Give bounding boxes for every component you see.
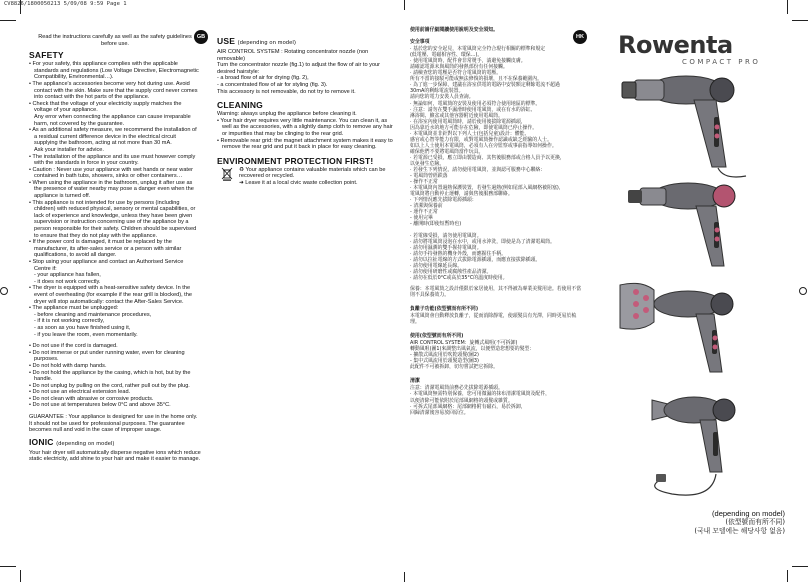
list-item: 請確認電源未與風筒的發熱部份有任何接觸。 — [410, 64, 508, 71]
hair-dryer-figure-2 — [614, 178, 764, 278]
list-item: - 離開時(即使短暫時也) — [410, 221, 462, 228]
chinese-safety-heading: 安全事項 — [410, 39, 430, 46]
list-item: ‧ 若電源已受損，應立即由製造商、其售後服務部或合格人員予以更換， — [410, 154, 565, 161]
list-item: • Do not use if the cord is damaged. — [29, 343, 118, 350]
list-item: 感官或心智等能力有限，或對電風筒操作認識或缺乏經驗的人士。 — [410, 136, 552, 143]
use-list — [217, 49, 394, 95]
list-item: • If the power cord is damaged, it must be replaced by the manufacturer, its after-sales service or a person with similar qualifications, to avoid all danger. — [29, 239, 182, 259]
list-item: - 操作不正常 — [410, 179, 438, 186]
list-item: - your appliance has fallen, — [34, 272, 101, 279]
list-item: • The dryer is equipped with a heat-sensitive safety device. In the event of overheating (for example if the rear grill is blocked), the dryer will stop automatically: contact the After-Sales Service. — [29, 285, 192, 305]
list-item: • Do not unplug by pulling on the cord, rather pull out by the plug. — [29, 382, 190, 389]
list-item: 轉動風咀(圖1)來調整出風氣流，以便塑造您想要的髮型： — [410, 346, 535, 353]
registration-mark — [799, 287, 807, 295]
hair-dryer-figure-1 — [614, 72, 764, 182]
english-column-2 — [217, 36, 394, 187]
crop-mark — [404, 0, 405, 10]
list-item: • As an additional safety measure, we recommend the installation of a residual current difference device in the electrical circuit supplying the bathroom, acting at not more than 30 mA. — [29, 127, 197, 147]
chinese-cleaning-list — [410, 385, 586, 415]
ionic-subtitle: (depending on model) — [56, 440, 115, 447]
caption-english: (depending on model) — [712, 509, 785, 518]
language-badge-hk: HK — [573, 30, 587, 44]
list-item: ‧ 請勿用濕潤的雙手握持電風筒。 — [410, 244, 482, 251]
recycle-icon: ♻ — [239, 166, 246, 173]
list-item: ‧ 請勿將電風筒浸泡在水中，或用水沖洗，即使是為了清潔電風筒。 — [410, 238, 555, 245]
crop-mark — [0, 20, 16, 21]
safety-list — [29, 61, 201, 409]
caption-block — [640, 509, 785, 536]
intro-text: Read the instructions carefully as well as the safety guidelines before use. — [38, 34, 192, 47]
list-item: Warning: always unplug the appliance before cleaning it. — [217, 111, 357, 118]
list-item: • Do not hold with damp hands. — [29, 362, 107, 369]
environment-text-1: Your appliance contains valuable materials which can be recovered or recycled. — [239, 166, 386, 180]
crop-mark — [20, 570, 21, 582]
environment-block — [217, 167, 394, 187]
list-item: 此配件不可被拆卸，切勿嘗試把它拆除。 — [410, 364, 499, 371]
list-item: ‧ 若電線受損，請勿使用電風筒。 — [410, 232, 482, 239]
hair-dryer-figure-3 — [612, 280, 762, 380]
list-item: - a broad flow of air for drying (fig. 2), — [217, 75, 309, 82]
list-item: • Check that the voltage of your electricity supply matches the voltage of your appliance. — [29, 100, 182, 114]
ionic-title: IONIC — [29, 436, 54, 447]
use-subtitle: (depending on model) — [237, 40, 297, 46]
list-item: ‧ 注意：請勿在雙手濕滑時使用電風筒，或在有水的浴缸、 — [410, 106, 536, 113]
list-item: ‧ 請勿手持發熱的機身外殼，而應握住手柄。 — [410, 250, 507, 257]
list-item: • Removable rear grid: the magnet attachment system makes it easy to remove the rear grid and put it back in place for easy cleaning. — [217, 137, 393, 151]
list-item: ‧ 本電風筒並非針對以下列人士(包括兒童)設計：體能、 — [410, 130, 530, 137]
crop-mark — [404, 572, 405, 582]
chinese-column — [410, 27, 586, 416]
cleaning-list — [217, 111, 394, 151]
list-item: 電風筒將自動停止運轉，請與售後服務部聯絡。 — [410, 191, 513, 198]
environment-line-1 — [239, 167, 394, 180]
list-item: • The appliance must be unplugged: — [29, 305, 119, 312]
list-item: Ask your installer for advice. — [34, 146, 104, 153]
crop-mark — [787, 570, 788, 582]
list-item: ‧ 請檢查您的電壓是否符合電風筒的電壓。 — [410, 70, 502, 77]
use-heading — [217, 36, 394, 48]
list-item: AIR CONTROL SYSTEM：旋轉式風咀(不可拆卸) — [410, 340, 518, 347]
list-item: ‧ 若發生下列情況，請勿使用電風筒，並與認可服務中心聯絡： — [410, 167, 546, 174]
list-item: - 清潔與保養前 — [410, 203, 443, 210]
list-item: - if it is not working correctly, — [34, 318, 105, 325]
use-title: USE — [217, 36, 236, 46]
cleaning-heading: CLEANING — [217, 100, 263, 111]
crop-mark — [792, 566, 808, 567]
list-item: • Do not use an electrical extension lead. — [29, 389, 131, 396]
list-item: This accessory is not removable, do not try to remove it. — [217, 88, 356, 95]
brand-logo: Rowenta — [618, 31, 733, 59]
list-item: • Your hair dryer requires very little maintenance. You can clean it, as well as the accessories, with a slightly damp cloth to remove any hair or impurities that may be clinging to the rear grid. — [217, 117, 393, 137]
crop-mark — [0, 566, 16, 567]
ionic-heading — [29, 437, 201, 449]
list-item: 30mA的剩餘電流裝置。 — [410, 88, 464, 95]
print-header: CV8826/1800050213 5/09/08 9:59 Page 1 — [4, 1, 127, 7]
chinese-guarantee: 保養：本電風筒之設計僅限於家居使用，其不得被為專業美髮用途。若使用不當則不具保養效力。 — [410, 285, 582, 298]
list-item: ‧ 基於您的安全起見，本電風筒完全符合現行相關的標準和規定 — [410, 46, 546, 53]
list-item: • Caution : Never use your appliance with wet hands or near water contained in bath tubs, showers, sinks or other containers… — [29, 166, 193, 180]
list-item: 確保他們不要將電風筒當作玩具。 — [410, 148, 484, 155]
list-item: 淋浴間、臉盆或其他容器附近使用電風筒。 — [410, 112, 503, 119]
list-item: (低電壓、電磁相容性、環保…)。 — [410, 52, 483, 59]
list-item: ‧ 使用電風筒時，配件會非常燙手，請避免接觸皮膚。 — [410, 58, 526, 65]
list-item: ‧ 本電風筒內置過熱保護裝置，若發生過熱(例如尾部入風網格被阻塞)， — [410, 185, 564, 192]
list-item: • The appliance's accessories become very hot during use. Avoid contact with the skin. Make sure that the supply cord never comes into contact with the hot parts of the appliance. — [29, 80, 198, 101]
list-item: • Do not hold the appliance by the casing, which is hot, but by the handle. — [29, 369, 191, 383]
list-item: - 擴散式風流用於吹乾頭髮(圖2) — [410, 352, 479, 359]
list-item: 因為靠近水的地方可能存在危險，即使電風筒已停止操作。 — [410, 124, 538, 131]
list-item: - 使用完畢 — [410, 215, 433, 222]
chinese-ionic-text: 本電風筒會自動釋放負離子，從而消除靜電，使頭髮具有光澤，同時更易於梳理。 — [410, 313, 577, 326]
list-item: • The installation of the appliance and its use must however comply with the standards in force in your country. — [29, 153, 196, 167]
crop-mark — [20, 0, 21, 14]
english-column-1 — [29, 34, 201, 463]
list-item: ‧ 無論如何，電風筒的安裝及使用必須符合使用地區的標準。 — [410, 100, 541, 107]
chinese-ionic-heading: 負離子功能(依型號而有所不同) — [410, 305, 479, 312]
caption-chinese: (依型號而有所不同) — [725, 518, 785, 526]
chinese-safety-list — [410, 46, 586, 281]
arrow-icon: ➜ — [239, 179, 246, 186]
list-item: ‧ 本電風筒無需特別保養，您可用微濕的抹布清潔電風筒及配件， — [410, 391, 551, 398]
list-item: - a concentrated flow of air for styling (fig. 3). — [217, 81, 328, 88]
list-item: ‧ 請勿使用電線延長線。 — [410, 262, 463, 269]
list-item: • Do not use at temperatures below 0°C and above 35°C. — [29, 402, 171, 409]
list-item: • This appliance is not intended for use by persons (including children) with reduced physical, sensory or mental capabilities, or lack of experience and knowledge, unless they have been given supervision or instruction concerning use of the appliance by a person responsible for their safety. Children should be supervised to ensure that they do not play with the appliance. — [29, 199, 197, 239]
crop-mark — [792, 20, 808, 21]
list-item: - 運作不正常 — [410, 209, 438, 216]
list-item: AIR CONTROL SYSTEM : Rotating concentrator nozzle (non removable) — [217, 49, 369, 62]
list-item: 以便清除可能依附於尾部風網格的頭髮或雜質。 — [410, 397, 513, 404]
list-item: 回歸清潔後容易放回原位。 — [410, 409, 469, 416]
list-item: 所有不當的接駁可能或無法修復的損壞，且不在保養範圍內。 — [410, 76, 543, 83]
caption-korean: (국내 모델에는 해당사항 없음) — [694, 527, 785, 535]
environment-heading: ENVIRONMENT PROTECTION FIRST! — [217, 155, 374, 166]
crossed-bin-icon — [221, 167, 233, 181]
list-item: Turn the concentrator nozzle (fig.1) to adjust the flow of air to your desired hairstyle: — [217, 62, 381, 75]
model-name: COMPACT PRO — [682, 58, 761, 66]
list-item: ‧ 請勿使用研磨性或腐蝕性產品清潔。 — [410, 268, 492, 275]
list-item: - before cleaning and maintenance procedures, — [34, 311, 152, 318]
ionic-text: Your hair dryer will automatically disperse negative ions which reduce static electricity, add shine to your hair and make it easier to manage. — [29, 449, 201, 463]
list-item: - 電風筒曾經跌落 — [410, 173, 448, 180]
chinese-cleaning-heading: 清潔 — [410, 378, 420, 385]
environment-line-2 — [239, 180, 394, 187]
list-item: ‧ 可拆式尾部風網格：尾部網格附有磁石，易於拆卸， — [410, 403, 526, 410]
list-item: • Do not immerse or put under running water, even for cleaning purposes. — [29, 349, 185, 363]
list-item: - 集中式風流用於頭髮造型(圖3) — [410, 358, 479, 365]
language-badge-gb: GB — [194, 30, 208, 44]
list-item: ‧ 請勿以拉扯電線的方式拔除電源插頭，而應直接拔除插頭。 — [410, 256, 541, 263]
chinese-use-list — [410, 340, 586, 370]
list-item: - as soon as you have finished using it, — [34, 324, 131, 331]
list-item: • Do not clean with abrasive or corrosive products. — [29, 395, 154, 402]
list-item: ‧ 在浴室內使用電風筒時，請於使用後拔除電源插頭， — [410, 118, 526, 125]
list-item: Any error when connecting the appliance can cause irreparable harm, not covered by the guarantee. — [34, 113, 191, 127]
list-item: 以免發生危險。 — [410, 160, 445, 167]
environment-text-2: Leave it at a local civic waste collection point. — [245, 179, 358, 186]
crop-mark — [787, 0, 788, 14]
list-item: ‧ 下列情況應先拔除電源插頭： — [410, 197, 477, 204]
list-item: 請向您的電力安裝人員查詢。 — [410, 94, 474, 101]
chinese-title: 使用前請仔細閱讀使用說明及安全須知。 — [410, 27, 499, 33]
chinese-use-heading: 使用(依型號而有所不同) — [410, 333, 464, 340]
guarantee-text: GUARANTEE : Your appliance is designed for use in the home only. It should not be used for professional purposes. The guarantee becomes null and void in the case of improper usage. — [29, 414, 198, 434]
list-item: - if you leave the room, even momentarily. — [34, 331, 138, 338]
list-item: 如以上人士使用本電風筒，必須有人在旁監察或事前指導如何操作。 — [410, 142, 557, 149]
safety-heading: SAFETY — [29, 50, 64, 61]
list-item: ‧ 為了進一步保障，建議在浴室供電的電路中安裝額定剩餘電流不超過 — [410, 82, 560, 89]
registration-mark — [0, 287, 8, 295]
list-item: • When using the appliance in the bathroom, unplug it after use as the presence of water nearby may pose a danger even when the appliance is turned off. — [29, 179, 194, 200]
list-item: 注意：清潔電風筒前務必先拔除電源插頭。 — [410, 385, 503, 392]
list-item: • For your safety, this appliance complies with the applicable standards and regulations (Low Voltage Directive, Electromagnetic Compatibility, Environmental…). — [29, 61, 199, 81]
list-item: • Stop using your appliance and contact an Authorised Service Centre if: — [29, 259, 184, 272]
list-item: - it does not work correctly. — [34, 278, 101, 285]
hair-dryer-figure-4 — [612, 390, 762, 505]
list-item: ‧ 請勿在低於0°C或高於35°C的溫度時使用。 — [410, 274, 508, 281]
